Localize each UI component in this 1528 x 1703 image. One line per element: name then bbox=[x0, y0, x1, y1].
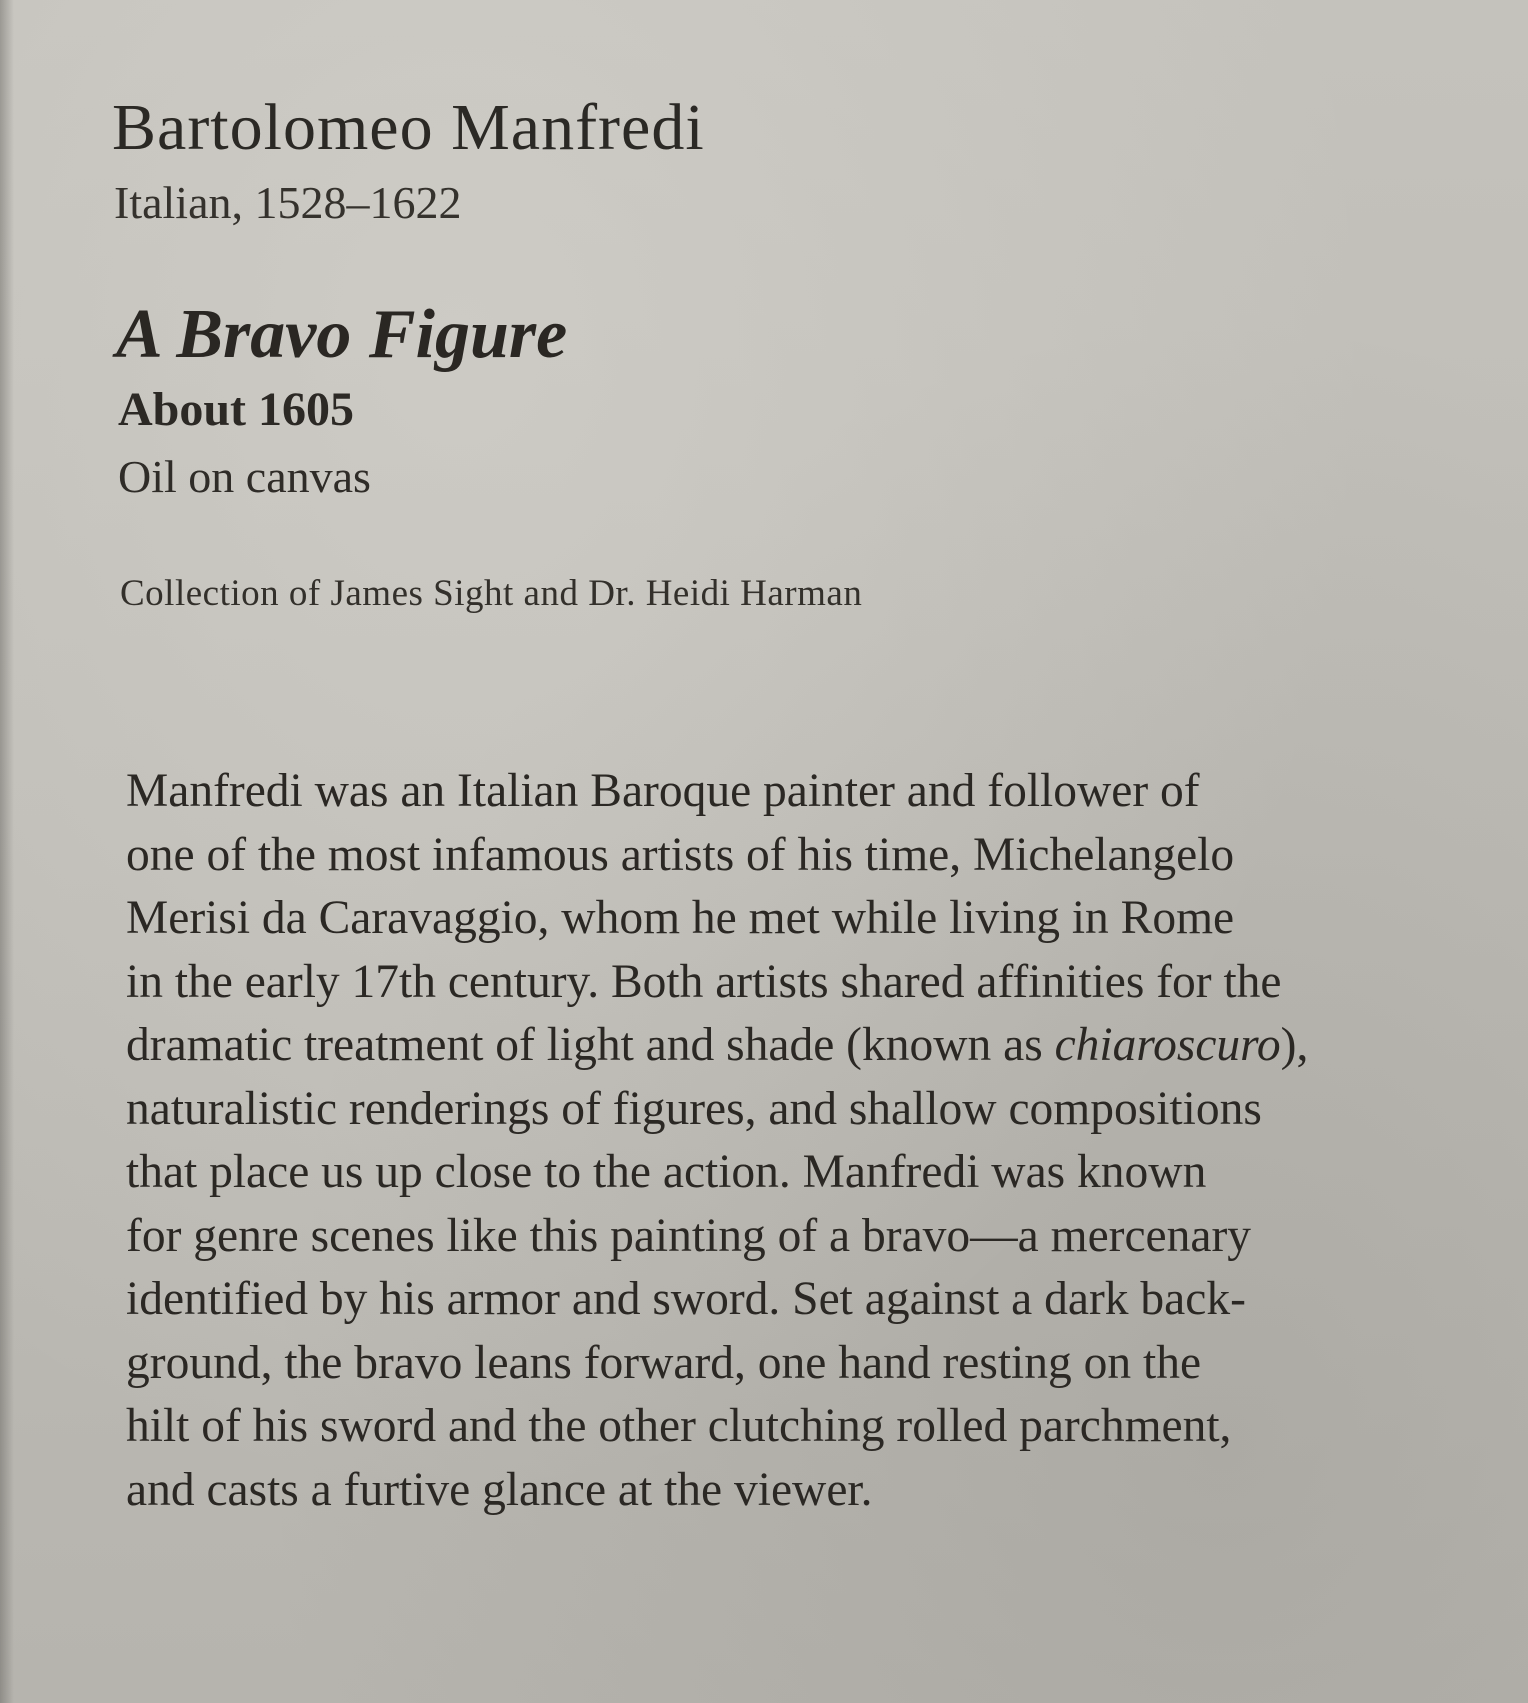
artwork-medium: Oil on canvas bbox=[118, 451, 371, 502]
description-line: naturalistic renderings of figures, and shallow compositions bbox=[126, 1082, 1262, 1135]
description-line: hilt of his sword and the other clutching rolled parchment, bbox=[126, 1400, 1232, 1452]
description-line bbox=[126, 1014, 1456, 1078]
artist-name: Bartolomeo Manfredi bbox=[112, 91, 705, 164]
label-edge-shadow bbox=[0, 0, 14, 1703]
italic-term: chiaroscuro bbox=[1054, 1019, 1281, 1071]
description-line: in the early 17th century. Both artists shared affinities for the bbox=[126, 955, 1282, 1008]
description-line-text: dramatic treatment of light and shade (known as bbox=[126, 1019, 1055, 1071]
description-line: one of the most infamous artists of his time, Michelangelo bbox=[126, 828, 1235, 881]
description-line-text: ), bbox=[1280, 1019, 1309, 1071]
description-line: Merisi da Caravaggio, whom he met while living in Rome bbox=[126, 892, 1235, 944]
description-line: ground, the bravo leans forward, one hand resting on the bbox=[126, 1336, 1202, 1389]
description-line: that place us up close to the action. Manfredi was known bbox=[126, 1146, 1207, 1198]
description-line: identified by his armor and sword. Set against a dark back- bbox=[126, 1273, 1246, 1325]
description-line: and casts a furtive glance at the viewer. bbox=[126, 1463, 873, 1516]
description-text bbox=[126, 760, 1456, 1522]
credit-line: Collection of James Sight and Dr. Heidi Harman bbox=[120, 573, 863, 614]
artist-nationality-dates: Italian, 1528–1622 bbox=[114, 177, 462, 228]
description-line: for genre scenes like this painting of a bravo—a mercenary bbox=[126, 1209, 1252, 1262]
artwork-title: A Bravo Figure bbox=[116, 296, 568, 373]
description-line: Manfredi was an Italian Baroque painter and follower of bbox=[126, 765, 1200, 817]
artwork-date: About 1605 bbox=[118, 383, 355, 436]
